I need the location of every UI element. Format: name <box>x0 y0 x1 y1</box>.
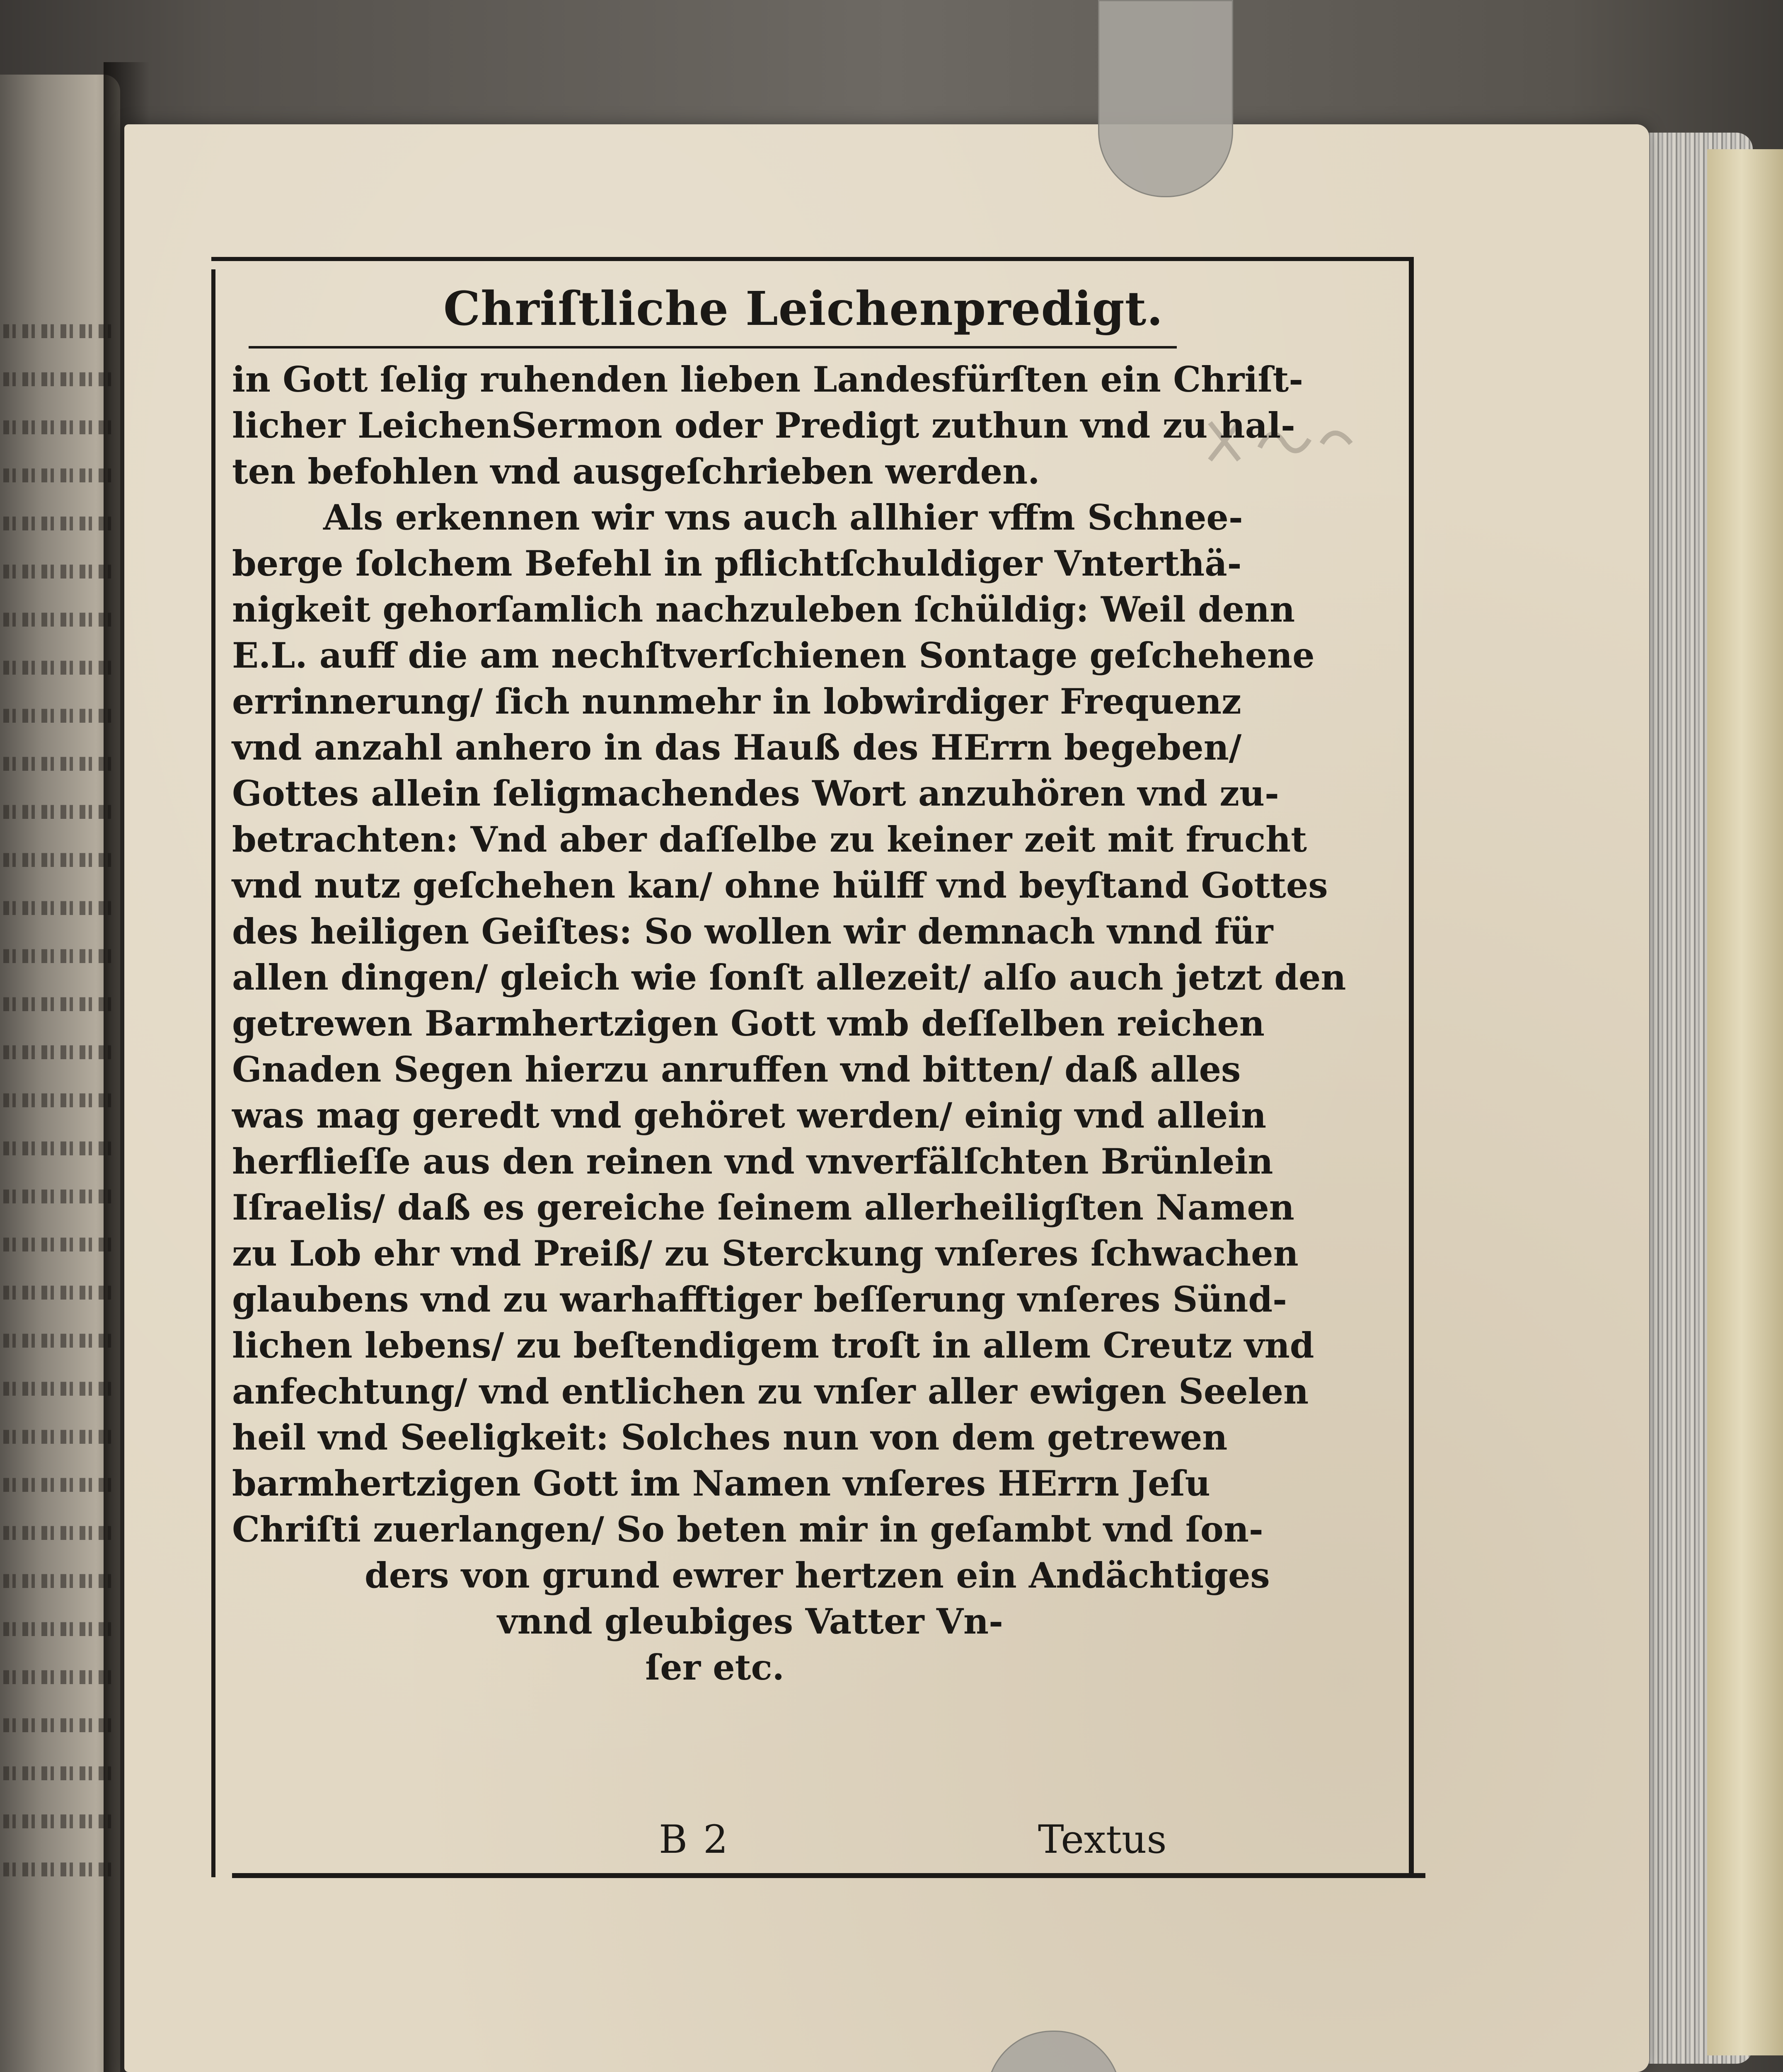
running-head: Chriſtliche Leichenpredigt. <box>443 282 1164 336</box>
text-line: des heiligen Geiſtes: So wollen wir demnach vnnd für <box>232 911 1273 952</box>
frame-rule-header <box>249 346 1177 349</box>
text-line: vnd nutz geſchehen kan/ ohne hülff vnd beyſtand Gottes <box>232 865 1328 906</box>
binding-edge <box>1707 149 1783 2055</box>
text-line: in Gott ſelig ruhenden lieben Landesfürſten ein Chriſt- <box>232 359 1304 400</box>
text-line: Gnaden Segen hierzu anruffen vnd bitten/ daß alles <box>232 1049 1241 1090</box>
text-line: herflieſſe aus den reinen vnd vnverfälſchten Brünlein <box>232 1141 1273 1182</box>
page-clip-top <box>1098 0 1233 197</box>
catchword: Textus <box>1038 1817 1167 1862</box>
facing-page <box>0 75 120 2072</box>
signature-mark: B 2 <box>659 1817 730 1862</box>
text-line: allen dingen/ gleich wie ſonſt allezeit/ alſo auch jetzt den <box>232 957 1346 998</box>
frame-rule-top <box>211 257 1413 261</box>
text-line: errinnerung/ ſich nunmehr in lobwirdiger Frequenz <box>232 681 1241 722</box>
text-line: vnd anzahl anhero in das Hauß des HErrn begeben/ <box>232 727 1242 768</box>
frame-rule-bottom <box>232 1873 1425 1878</box>
frame-rule-right <box>1409 257 1414 1877</box>
body-text <box>232 356 1346 1690</box>
text-line: nigkeit gehorſamlich nachzuleben ſchüldig: Weil denn <box>232 589 1295 630</box>
text-line: ten befohlen vnd ausgeſchrieben werden. <box>232 451 1040 492</box>
text-line: Gottes allein ſeligmachendes Wort anzuhören vnd zu- <box>232 773 1279 814</box>
text-line: betrachten: Vnd aber daſſelbe zu keiner zeit mit frucht <box>232 819 1307 860</box>
facing-page-text-fragment <box>3 307 115 1893</box>
text-line: glaubens vnd zu warhafftiger beſſerung vnſeres Sünd- <box>232 1279 1287 1320</box>
text-line: berge ſolchem Befehl in pflichtſchuldiger Vnterthä- <box>232 543 1242 584</box>
text-line: licher LeichenSermon oder Predigt zuthun vnd zu hal- <box>232 405 1295 446</box>
text-line: zu Lob ehr vnd Preiß/ zu Sterckung vnſeres ſchwachen <box>232 1233 1299 1274</box>
text-line: Als erkennen wir vns auch allhier vffm Schnee- <box>323 497 1243 538</box>
text-line: Iſraelis/ daß es gereiche ſeinem allerheiligſten Namen <box>232 1187 1294 1228</box>
text-line: Chriſti zuerlangen/ So beten mir in geſambt vnd ſon- <box>232 1509 1263 1550</box>
text-line: was mag geredt vnd gehöret werden/ einig vnd allein <box>232 1095 1267 1136</box>
text-line: barmhertzigen Gott im Namen vnſeres HErrn Jeſu <box>232 1463 1210 1504</box>
text-line: getrewen Barmhertzigen Gott vmb deſſelben reichen <box>232 1003 1265 1044</box>
text-line: vnnd gleubiges Vatter Vn- <box>497 1601 1003 1642</box>
text-line: ſer etc. <box>645 1647 784 1688</box>
text-line: anfechtung/ vnd entlichen zu vnſer aller ewigen Seelen <box>232 1371 1309 1412</box>
text-line: ders von grund ewrer hertzen ein Andächtiges <box>365 1555 1270 1596</box>
text-line: E.L. auff die am nechſtverſchienen Sontage geſchehene <box>232 635 1315 676</box>
frame-rule-left <box>211 269 215 1877</box>
text-line: lichen lebens/ zu beſtendigem troſt in allem Creutz vnd <box>232 1325 1314 1366</box>
text-line: heil vnd Seeligkeit: Solches nun von dem getrewen <box>232 1417 1228 1458</box>
